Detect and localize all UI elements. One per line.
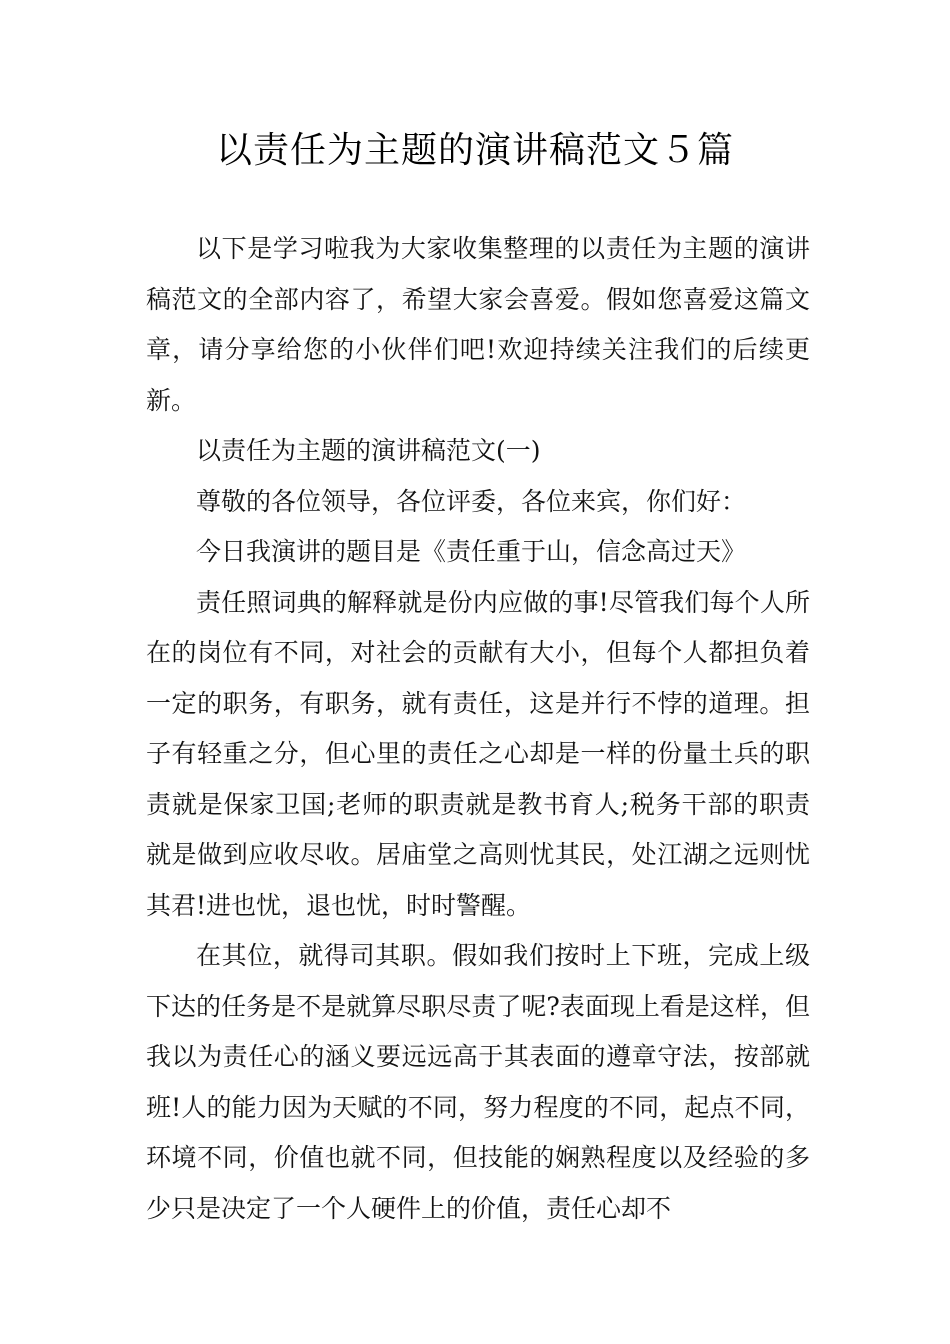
paragraph-intro: 以下是学习啦我为大家收集整理的以责任为主题的演讲稿范文的全部内容了，希望大家会喜爱。假如您喜爱这篇文章，请分享给您的小伙伴们吧!欢迎持续关注我们的后续更新。: [146, 234, 810, 415]
paragraph-speech-topic: 今日我演讲的题目是《责任重于山，信念高过天》: [196, 537, 747, 566]
paragraph-greeting: 尊敬的各位领导，各位评委，各位来宾，你们好：: [196, 486, 747, 516]
document-body: [146, 224, 810, 1234]
document-title: 以责任为主题的演讲稿范文５篇: [215, 130, 734, 171]
paragraph-in-position: 在其位，就得司其职。假如我们按时上下班，完成上级下达的任务是不是就算尽职尽责了呢?表面现上看是这样，但我以为责任心的涵义要远远高于其表面的遵章守法，按部就班!人的能力因为天赋的不同，努力程度的不同，起点不同，环境不同，价值也就不同，但技能的娴熟程度以及经验的多少只是决定了一个人硬件上的价值，责任心却不: [146, 941, 810, 1223]
paragraph-section-heading: 以责任为主题的演讲稿范文(一): [196, 436, 541, 465]
paragraph-responsibility-definition: 责任照词典的解释就是份内应做的事!尽管我们每个人所在的岗位有不同，对社会的贡献有大小，但每个人都担负着一定的职务，有职务，就有责任，这是并行不悖的道理。担子有轻重之分，但心里的责任之心却是一样的份量土兵的职责就是保家卫国;老师的职责就是教书育人;税务干部的职责就是做到应收尽收。居庙堂之高则忧其民，处江湖之远则忧其君!进也忧，退也忧，时时警醒。: [146, 587, 810, 920]
